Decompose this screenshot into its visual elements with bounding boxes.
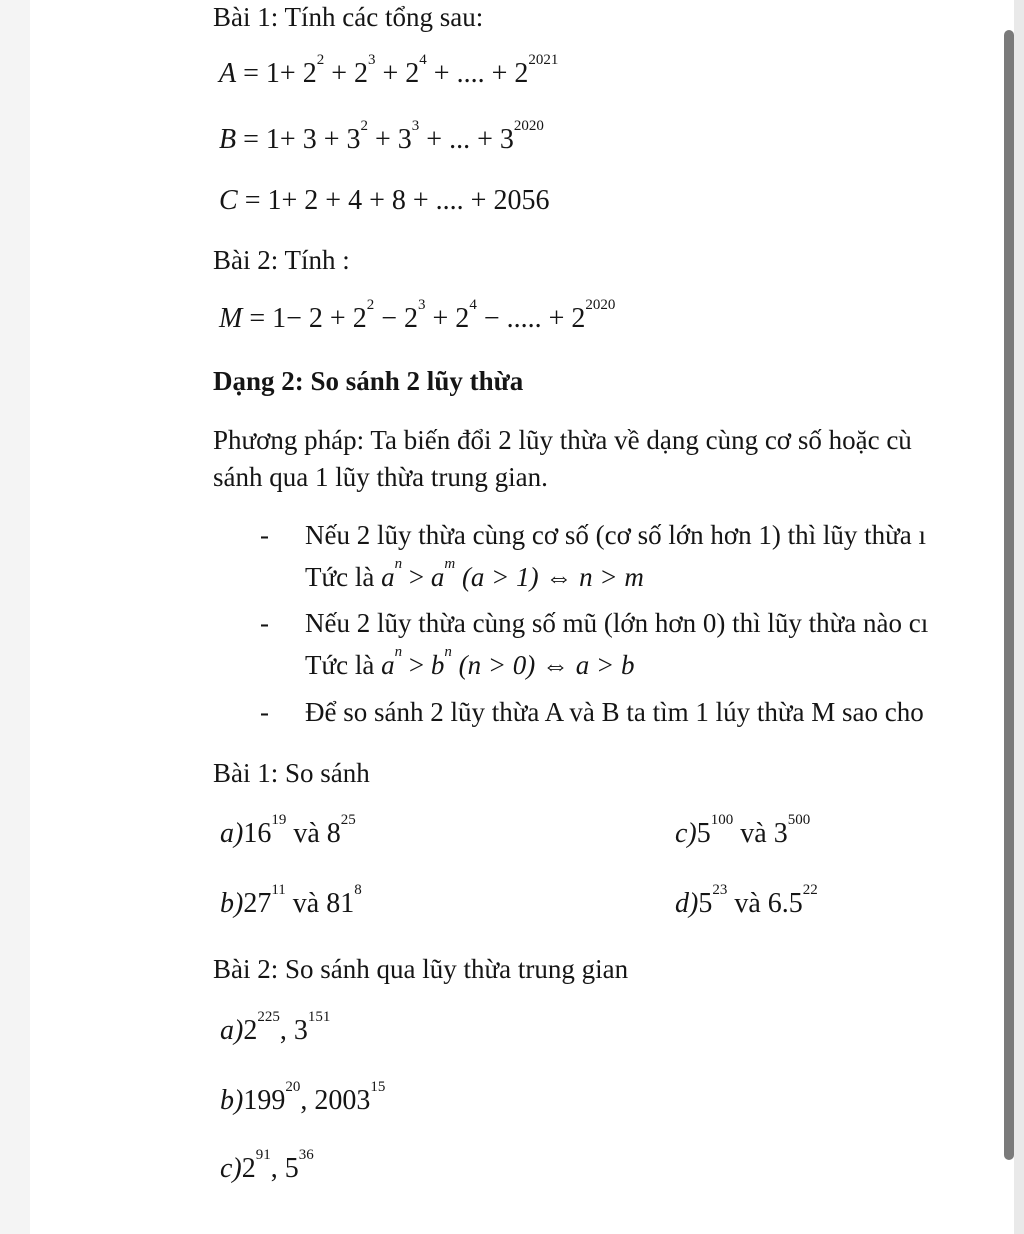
bullet-3-text: Để so sánh 2 lũy thừa A và B ta tìm 1 lúy thừa M sao cho: [305, 697, 924, 727]
bullet-2-text: Nếu 2 lũy thừa cùng số mũ (lớn hơn 0) thì lũy thừa nào cı: [305, 608, 929, 638]
compare-item-c: $c)5^{100}$ và $3^{500}$: [675, 812, 811, 849]
compare-item-d: $d)5^{23}$ và $6.5^{22}$: [675, 882, 818, 919]
bai1-title: Bài 1: Tính các tổng sau:: [213, 2, 484, 32]
compare-item-a: $a)16^{19}$ và $8^{25}$: [220, 812, 356, 849]
equation-b: $B = 1+ 3 + 3^2 + 3^3$ + ... + $3^{2020}$: [219, 118, 544, 155]
bullet-1-text: Nếu 2 lũy thừa cùng cơ số (cơ số lớn hơn 1) thì lũy thừa ı: [305, 520, 927, 550]
equation-a: $A = 1+ 2^2 + 2^3 + 2^4$ + .... + $2^{2021}$: [219, 52, 559, 89]
intermediate-item-b: $b)199^{20}$, 2003$^{15}$: [220, 1079, 386, 1116]
bullet-dash: -: [260, 608, 269, 638]
equation-c: C = 1+ 2 + 4 + 8 + .... + 2056: [219, 185, 550, 216]
trunggian-title: Bài 2: So sánh qua lũy thừa trung gian: [213, 954, 629, 984]
compare-item-b: $b)27^{11}$ và $81^8$: [220, 882, 362, 919]
bullet-dash: -: [260, 520, 269, 550]
bai2-title: Bài 2: Tính :: [213, 245, 350, 275]
equation-m: $M = 1- 2 + 2^2 - 2^3 + 2^4$ − ..... + $2^{2020}$: [219, 297, 616, 334]
method-line-2: sánh qua 1 lũy thừa trung gian.: [213, 462, 548, 492]
bullet-1-formula: Tức là $a^n > a^m$ (a > 1) ⇔ n > m: [305, 556, 644, 592]
document-page: [30, 0, 1014, 1234]
intermediate-item-a: $a)2^{225}$, $3^{151}$: [220, 1009, 331, 1046]
method-line-1: Phương pháp: Ta biến đổi 2 lũy thừa về dạng cùng cơ số hoặc cù: [213, 425, 912, 455]
bullet-2-formula: Tức là $a^n > b^n$ (n > 0) ⇔ a > b: [305, 644, 635, 680]
left-margin-strip: [0, 0, 30, 1234]
dang2-heading: Dạng 2: So sánh 2 lũy thừa: [213, 366, 524, 396]
vertical-scrollbar[interactable]: [1004, 30, 1014, 1160]
sosanh-title: Bài 1: So sánh: [213, 758, 370, 788]
bullet-dash: -: [260, 697, 269, 727]
intermediate-item-c: $c)2^{91}$, $5^{36}$: [220, 1147, 314, 1184]
